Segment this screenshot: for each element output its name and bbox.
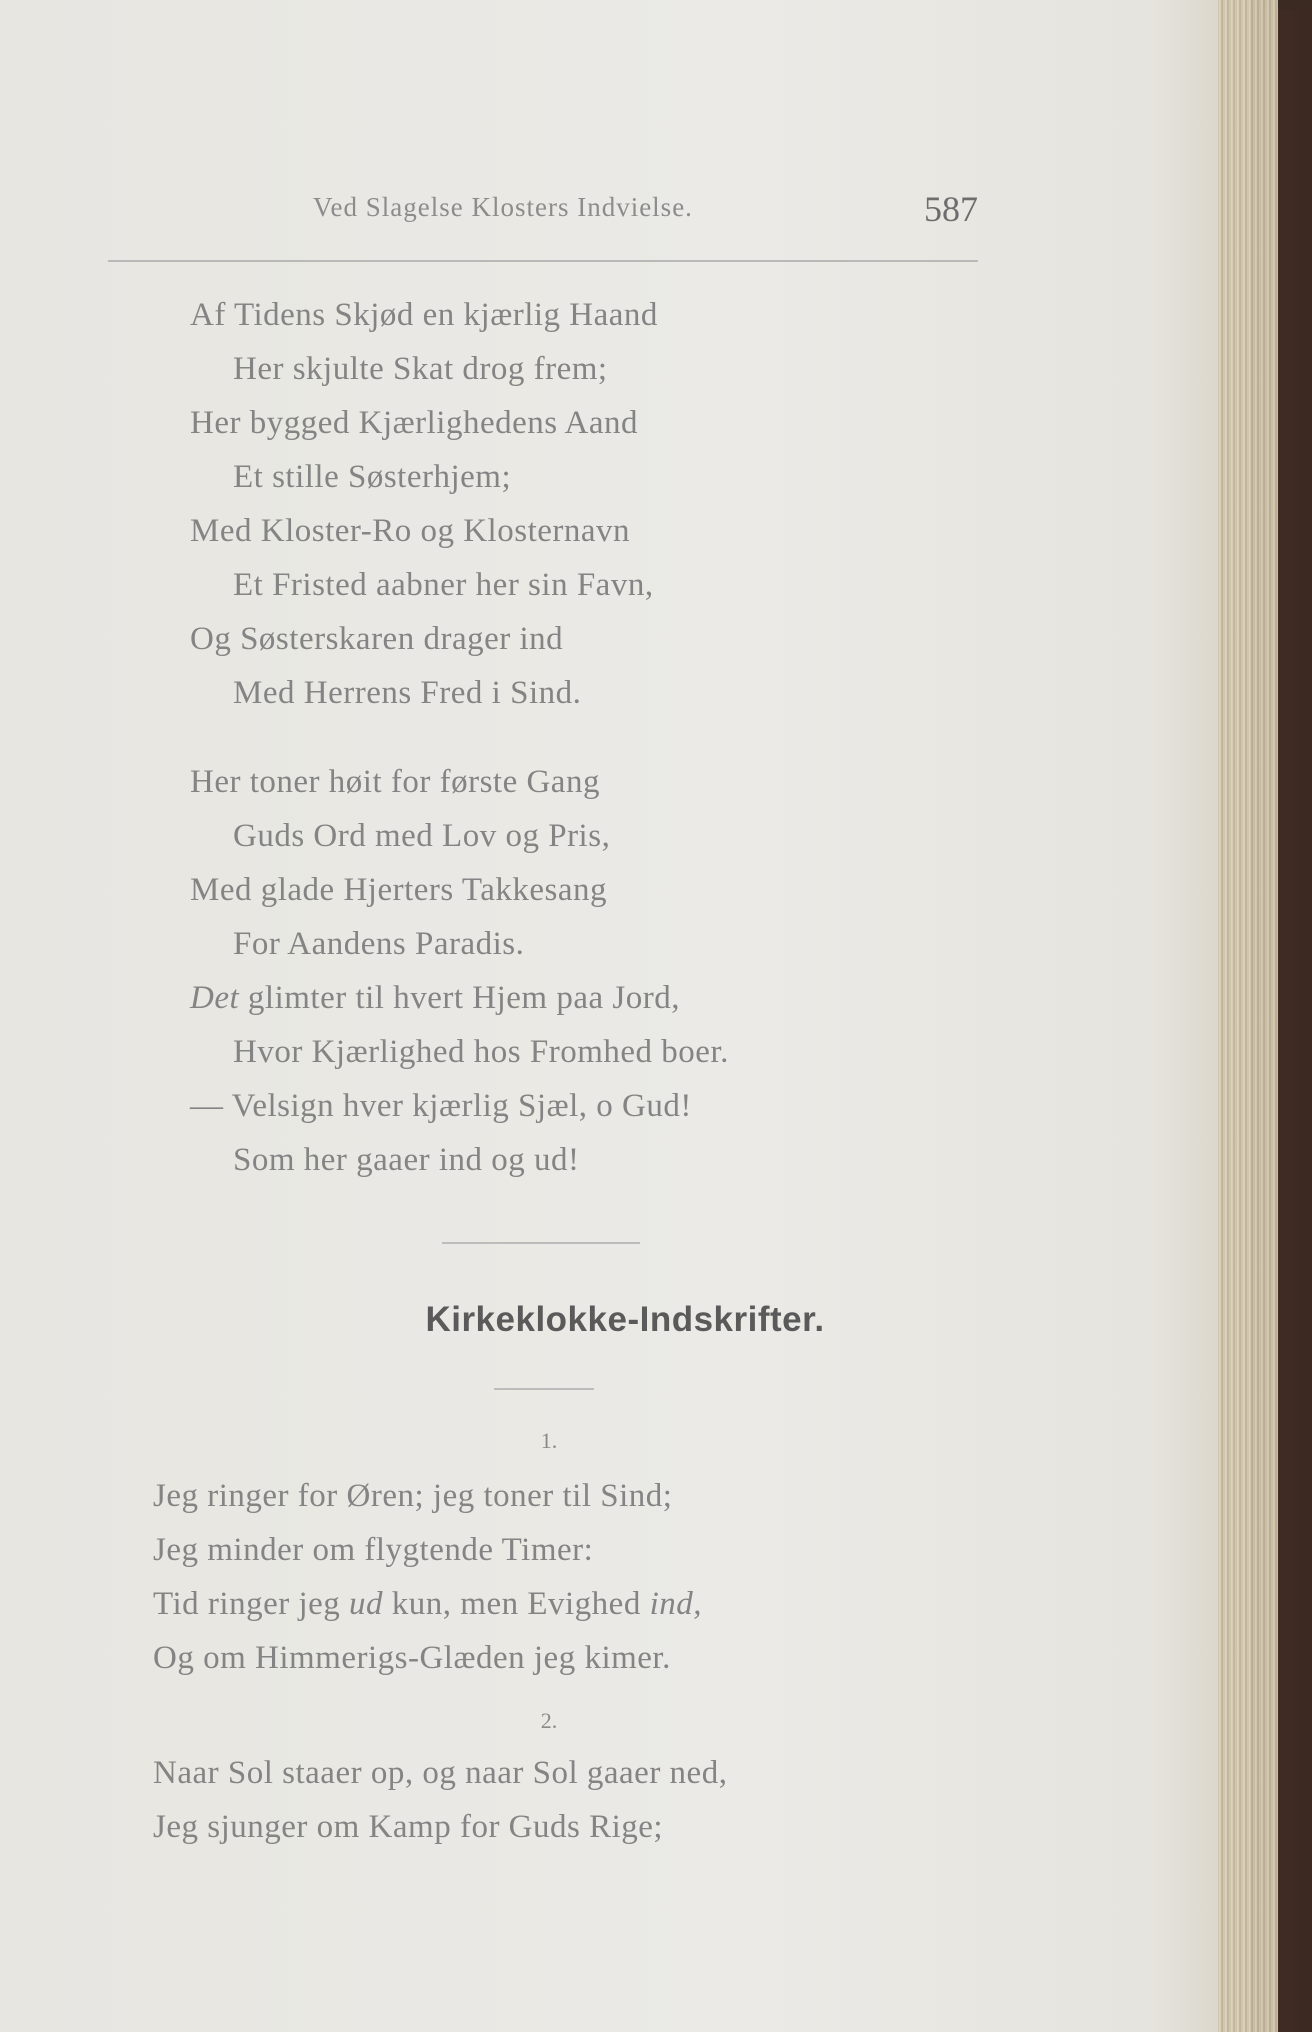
section-divider	[442, 1242, 640, 1244]
verse-line: Et stille Søsterhjem;	[233, 459, 512, 495]
verse-line: Naar Sol staaer op, og naar Sol gaaer ned,	[153, 1755, 728, 1791]
stanza-1	[190, 288, 990, 720]
verse-line: Med glade Hjerters Takkesang	[190, 872, 608, 908]
verse-text: glimter til hvert Hjem paa Jord,	[239, 980, 680, 1016]
verse-line: Her bygged Kjærlighedens Aand	[190, 405, 638, 441]
page-edges	[1218, 0, 1278, 2032]
italic-word: Det	[190, 980, 240, 1016]
verse-line: Jeg ringer for Øren; jeg toner til Sind;	[153, 1478, 673, 1514]
verse-line	[190, 971, 990, 1025]
title-underline	[494, 1388, 594, 1390]
part-number: 2.	[540, 1708, 558, 1733]
section-title: Kirkeklokke-Indskrifter.	[425, 1300, 825, 1339]
verse-line: Af Tidens Skjød en kjærlig Haand	[190, 297, 658, 333]
verse-line: Jeg sjunger om Kamp for Guds Rige;	[153, 1809, 664, 1845]
verse-line: Med Herrens Fred i Sind.	[233, 675, 582, 711]
page-number: 587	[924, 189, 978, 229]
stanza-2	[190, 755, 990, 1187]
verse-text: kun, men Evighed	[383, 1586, 650, 1622]
running-header	[108, 189, 978, 252]
verse-line: Et Fristed aabner her sin Favn,	[233, 567, 654, 603]
running-title: Ved Slagelse Klosters Indvielse.	[313, 192, 693, 222]
inscription-1	[153, 1469, 1053, 1685]
verse-line: Her skjulte Skat drog frem;	[233, 351, 608, 387]
verse-text: Tid ringer jeg	[153, 1586, 350, 1622]
header-rule	[108, 260, 978, 262]
inscription-2	[153, 1746, 1053, 1854]
verse-line: For Aandens Paradis.	[233, 926, 525, 962]
italic-word: ind,	[649, 1586, 702, 1622]
verse-line: Jeg minder om flygtende Timer:	[153, 1532, 594, 1568]
verse-line: Med Kloster-Ro og Klosternavn	[190, 513, 631, 549]
verse-line	[153, 1577, 1053, 1631]
verse-line: Og Søsterskaren drager ind	[190, 621, 564, 657]
verse-line: — Velsign hver kjærlig Sjæl, o Gud!	[190, 1088, 692, 1124]
verse-line: Som her gaaer ind og ud!	[233, 1142, 580, 1178]
verse-line: Hvor Kjærlighed hos Fromhed boer.	[233, 1034, 729, 1070]
part-number: 1.	[540, 1428, 558, 1453]
verse-line: Her toner høit for første Gang	[190, 764, 600, 800]
italic-word: ud	[349, 1586, 384, 1622]
verse-line: Guds Ord med Lov og Pris,	[233, 818, 611, 854]
verse-line: Og om Himmerigs-Glæden jeg kimer.	[153, 1640, 671, 1676]
